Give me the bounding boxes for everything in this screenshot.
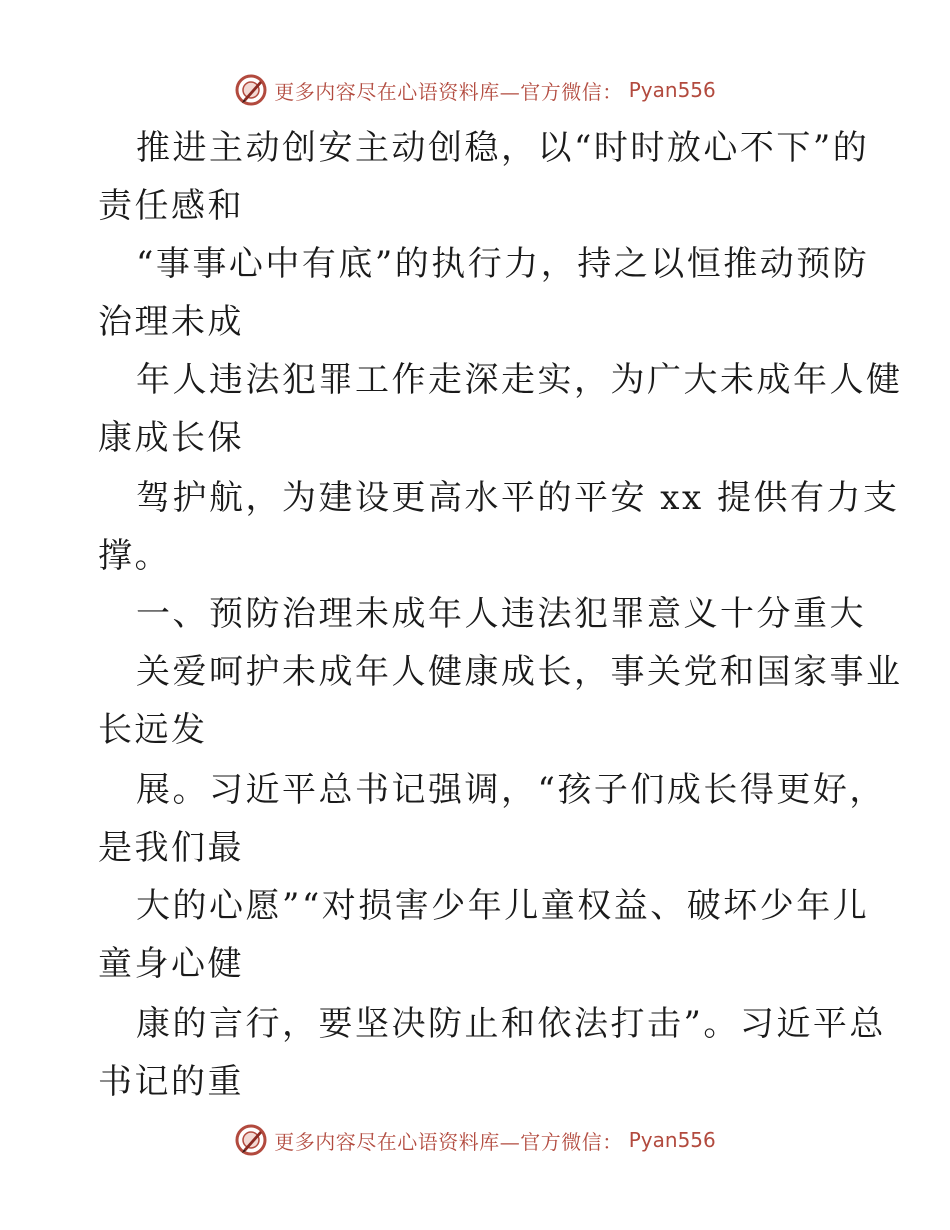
body-line: 展。习近平总书记强调，“孩子们成长得更好， — [136, 770, 886, 810]
body-line: 大的心愿”“对损害少年儿童权益、破坏少年儿 — [136, 886, 870, 926]
body-line: 童身心健 — [98, 944, 244, 984]
body-line: 推进主动创安主动创稳，以“时时放心不下”的 — [136, 128, 870, 168]
body-line: 康成长保 — [98, 418, 244, 458]
header-wechat-id: Pyan556 — [628, 78, 716, 102]
body-line: 驾护航，为建设更高水平的平安 xx 提供有力支 — [136, 478, 900, 518]
body-line: “事事心中有底”的执行力，持之以恒推动预防 — [136, 244, 870, 284]
header-banner-text: 更多内容尽在心语资料库—官方微信： — [274, 79, 623, 104]
body-line: 书记的重 — [98, 1062, 244, 1102]
pen-logo-icon — [234, 1123, 268, 1157]
footer-banner-text: 更多内容尽在心语资料库—官方微信： — [274, 1129, 623, 1154]
body-line: 撑。 — [98, 536, 171, 576]
footer-wechat-id: Pyan556 — [628, 1128, 716, 1152]
body-line: 关爱呵护未成年人健康成长，事关党和国家事业 — [136, 652, 903, 692]
footer-banner — [0, 1120, 950, 1160]
body-line: 责任感和 — [98, 186, 244, 226]
section-heading: 一、预防治理未成年人违法犯罪意义十分重大 — [136, 594, 866, 634]
body-line: 治理未成 — [98, 302, 244, 342]
body-line: 长远发 — [98, 710, 208, 750]
body-line: 康的言行，要坚决防止和依法打击”。习近平总 — [136, 1004, 886, 1044]
body-line: 是我们最 — [98, 828, 244, 868]
body-line: 年人违法犯罪工作走深走实，为广大未成年人健 — [136, 360, 903, 400]
